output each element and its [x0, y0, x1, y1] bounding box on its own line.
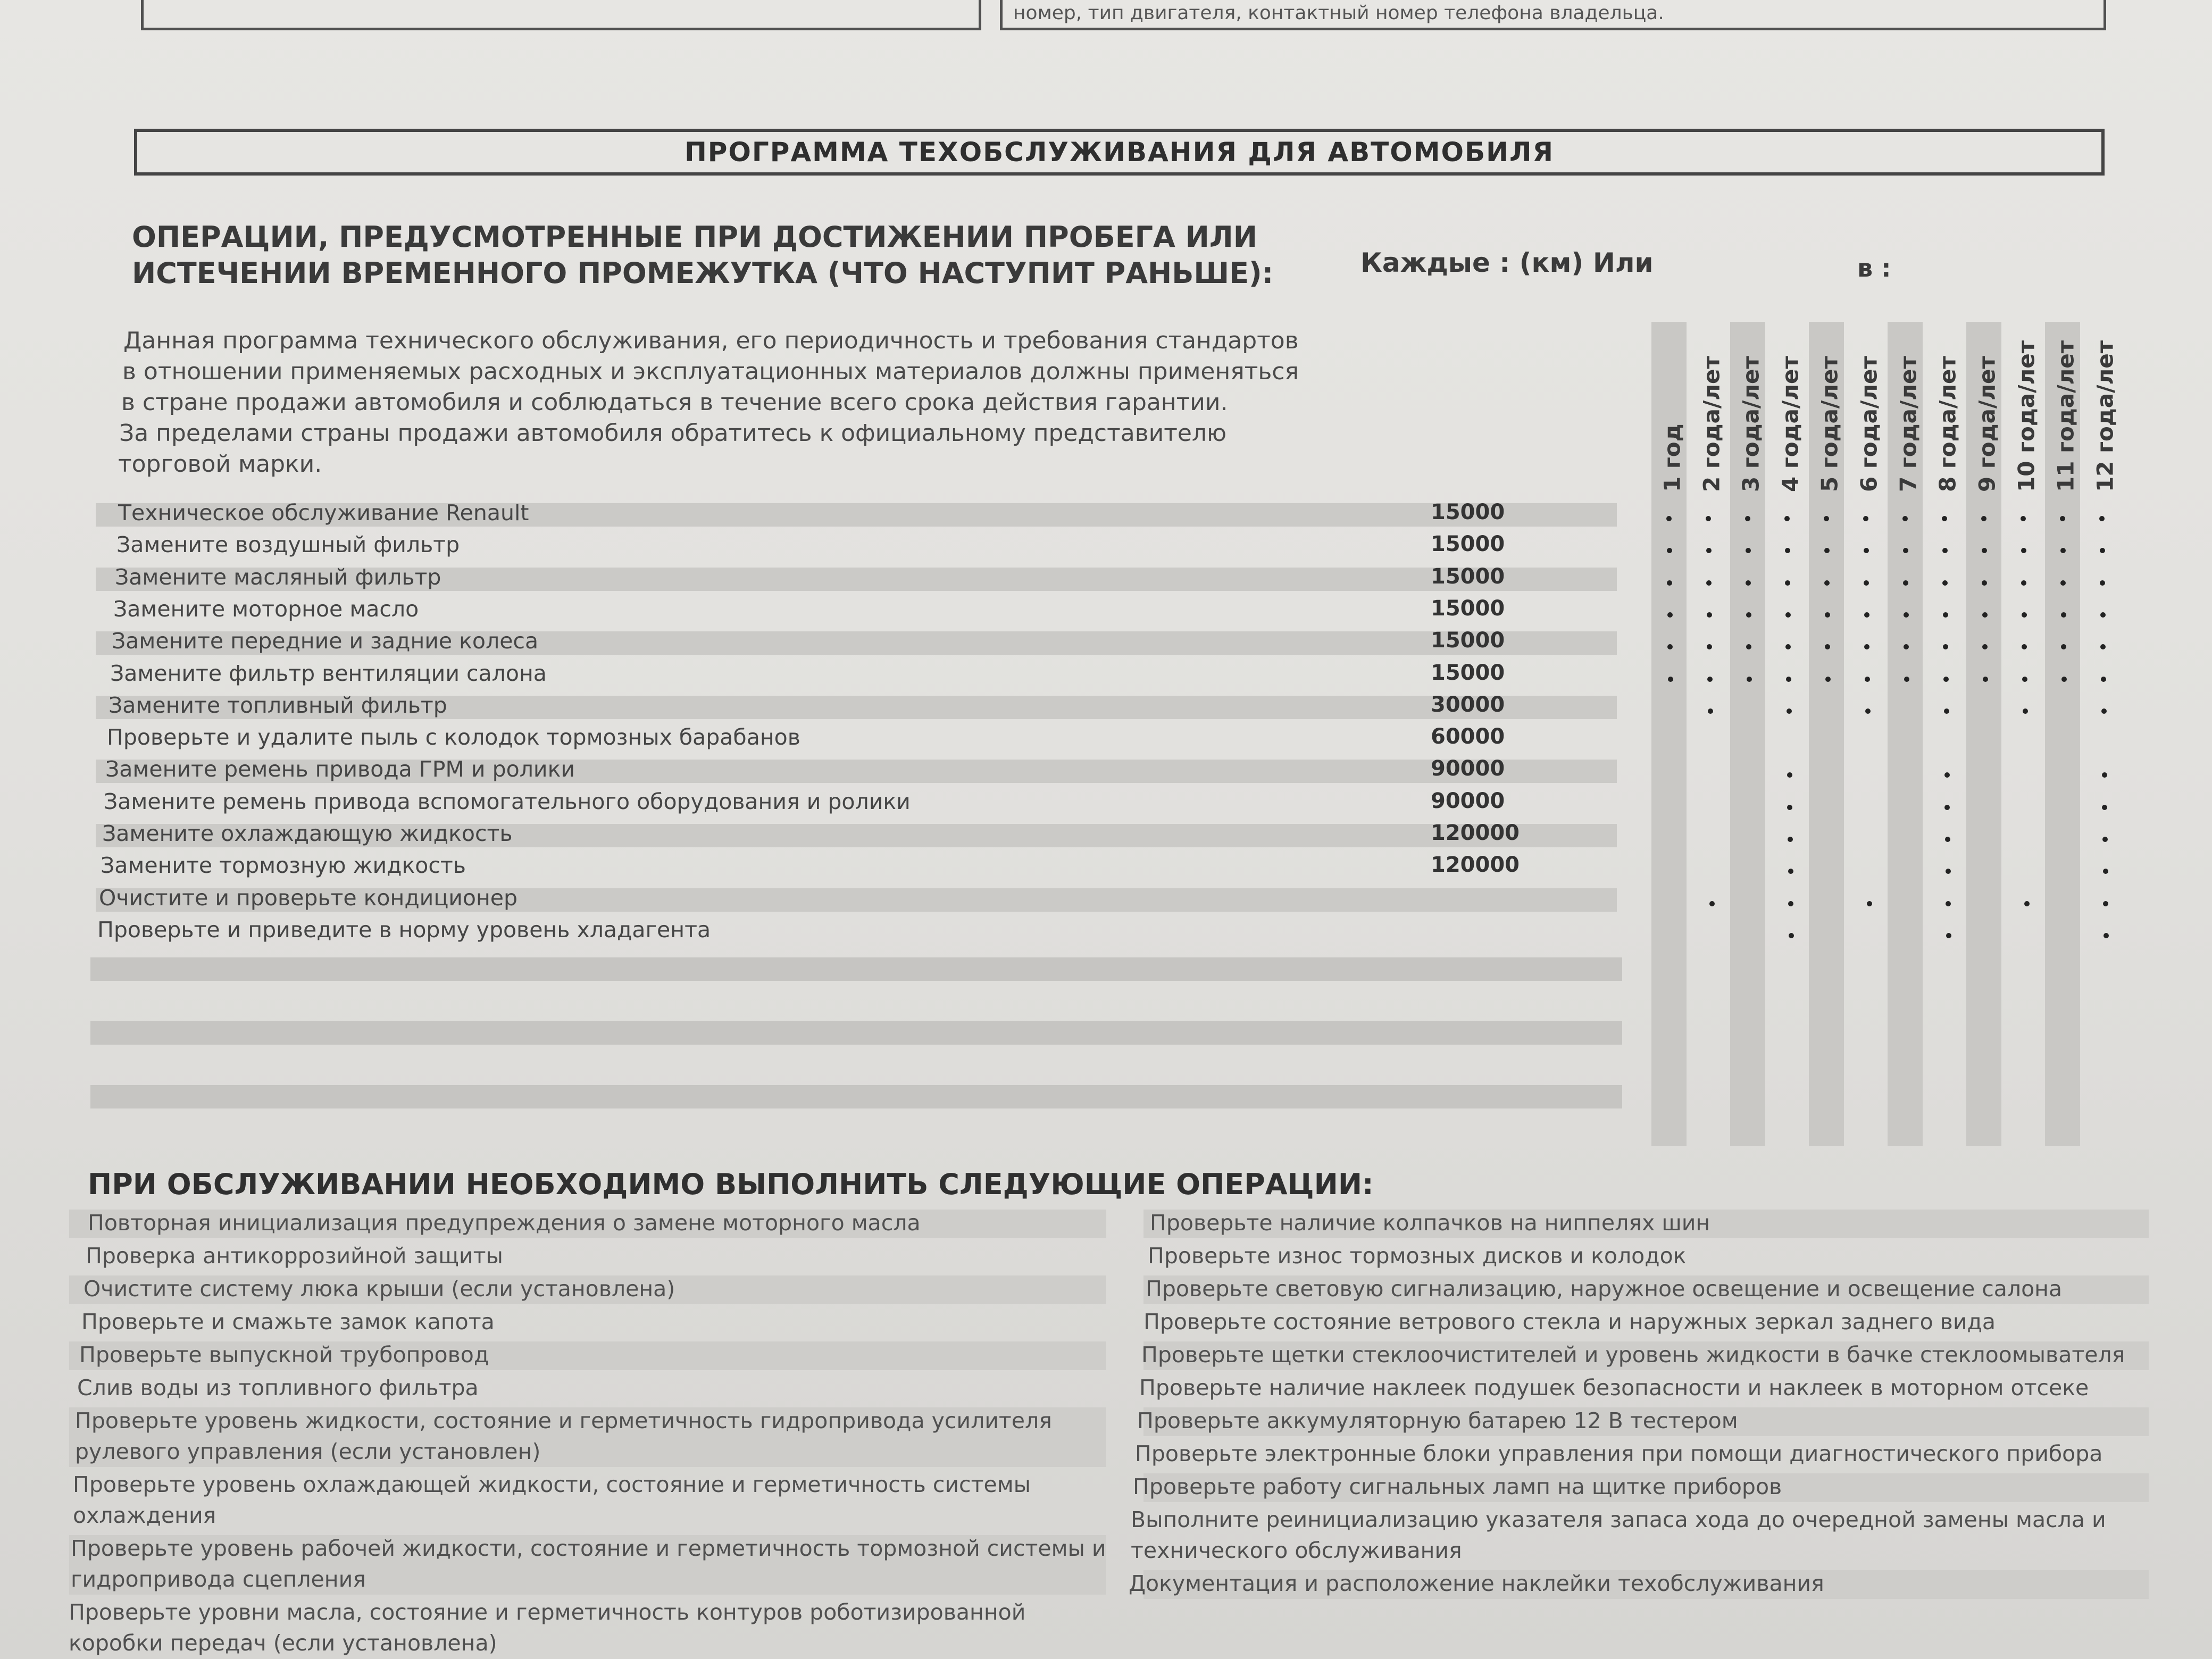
list-item-line: гидропривода сцепления — [71, 1566, 366, 1592]
section1-heading-line2: ИСТЕЧЕНИИ ВРЕМЕННОГО ПРОМЕЖУТКА (ЧТО НАСТУПИТ РАНЬШЕ): — [132, 256, 1274, 290]
empty-row — [90, 957, 1622, 981]
list-item-line: Проверьте уровень охлаждающей жидкости, состояние и герметичность системы — [73, 1472, 1031, 1497]
list-item-line: Проверка антикоррозийной защиты — [86, 1243, 503, 1269]
operation-km: 15000 — [1431, 628, 1505, 653]
period-mark-dot — [1825, 612, 1830, 618]
period-mark-dot — [1666, 516, 1672, 521]
period-label: 10 года/лет — [2013, 340, 2040, 492]
period-mark-dot — [1983, 677, 1988, 682]
period-mark-dot — [2103, 901, 2108, 906]
service-operation-left — [88, 1207, 921, 1238]
service-operation-right — [1129, 1568, 1824, 1599]
period-mark-dot — [1708, 708, 1713, 714]
list-item-line: Проверьте состояние ветрового стекла и наружных зеркал заднего вида — [1143, 1309, 1996, 1335]
period-header — [2048, 332, 2083, 492]
operation-label: Замените масляный фильтр — [115, 564, 441, 590]
period-mark-dot — [1863, 516, 1868, 521]
table-row — [0, 532, 1622, 564]
period-mark-dot — [1867, 901, 1872, 906]
or-label: Или — [1593, 247, 1654, 278]
operation-label: Замените тормозную жидкость — [101, 853, 466, 879]
intro-line: За пределами страны продажи автомобиля обратитесь к официальному представителю — [119, 420, 1227, 447]
list-item-line: Проверьте уровни масла, состояние и герметичность контуров роботизированной — [69, 1599, 1026, 1625]
period-header — [1851, 332, 1887, 492]
operation-km: 60000 — [1431, 724, 1505, 749]
period-mark-dot — [1946, 869, 1951, 874]
period-mark-dot — [1785, 580, 1790, 586]
service-operation-left — [86, 1240, 503, 1271]
service-operation-right — [1133, 1471, 1782, 1502]
period-mark-dot — [1942, 516, 1947, 521]
list-item-line: Проверьте наличие наклеек подушек безопасности и наклеек в моторном отсеке — [1139, 1375, 2089, 1400]
list-item-line: коробки передач (если установлена) — [69, 1630, 497, 1656]
period-mark-dot — [2060, 516, 2065, 521]
operation-km: 15000 — [1431, 660, 1505, 685]
period-mark-dot — [1668, 677, 1673, 682]
period-mark-dot — [1942, 580, 1948, 586]
period-mark-dot — [1945, 837, 1950, 842]
period-mark-dot — [1824, 548, 1830, 553]
list-item-line: Очистите систему люка крыши (если установлена) — [84, 1276, 675, 1302]
period-label: 4 года/лет — [1777, 356, 1804, 492]
period-mark-dot — [1785, 548, 1790, 553]
service-operation-right — [1150, 1207, 1710, 1238]
period-mark-dot — [1706, 516, 1711, 521]
period-mark-dot — [1946, 901, 1951, 906]
period-mark-dot — [1667, 612, 1673, 618]
period-mark-dot — [1944, 708, 1949, 714]
list-item-line: Слив воды из топливного фильтра — [77, 1375, 479, 1400]
period-label: 2 года/лет — [1698, 356, 1725, 492]
period-mark-dot — [1943, 677, 1949, 682]
period-mark-dot — [1946, 933, 1951, 938]
service-operation-right — [1131, 1504, 2106, 1566]
period-mark-dot — [1904, 612, 1909, 618]
period-mark-dot — [2061, 612, 2066, 618]
top-right-text: номер, тип двигателя, контактный номер телефона владельца. — [1013, 2, 1664, 24]
service-operation-right — [1148, 1240, 1686, 1271]
service-operation-left — [79, 1339, 489, 1370]
table-row — [0, 596, 1622, 628]
period-mark-dot — [1707, 677, 1713, 682]
period-header — [1891, 332, 1926, 492]
period-mark-dot — [1788, 837, 1793, 842]
operation-label: Замените ремень привода вспомогательного оборудования и ролики — [104, 788, 911, 814]
period-mark-dot — [2022, 677, 2027, 682]
period-mark-dot — [1943, 612, 1948, 618]
list-item-line: Проверьте электронные блоки управления при помощи диагностического прибора — [1135, 1441, 2103, 1466]
period-mark-dot — [1747, 677, 1752, 682]
list-item-line: Проверьте износ тормозных дисков и колодок — [1148, 1243, 1687, 1269]
period-label: 8 года/лет — [1934, 356, 1961, 492]
operation-label: Проверьте и удалите пыль с колодок тормозных барабанов — [107, 724, 800, 751]
period-mark-dot — [2101, 677, 2106, 682]
table-row — [0, 564, 1622, 596]
period-label: 11 года/лет — [2052, 340, 2079, 492]
period-mark-dot — [1667, 548, 1672, 553]
period-mark-dot — [2060, 548, 2066, 553]
service-operation-right — [1139, 1372, 2089, 1403]
period-mark-dot — [2021, 516, 2026, 521]
period-header — [1969, 332, 2005, 492]
period-mark-dot — [1706, 548, 1712, 553]
operation-km: 30000 — [1431, 692, 1505, 717]
period-mark-dot — [2104, 933, 2109, 938]
period-mark-dot — [2023, 708, 2028, 714]
period-mark-dot — [2021, 580, 2026, 586]
service-operation-left — [69, 1597, 1025, 1658]
table-row — [0, 789, 1622, 821]
list-item-line: рулевого управления (если установлен) — [75, 1439, 541, 1464]
list-item-line: Проверьте уровень рабочей жидкости, состояние и герметичность тормозной системы и — [71, 1536, 1106, 1561]
period-mark-dot — [2099, 516, 2105, 521]
operation-km: 90000 — [1431, 788, 1505, 813]
period-mark-dot — [1903, 548, 1908, 553]
top-right-box — [1000, 0, 2106, 30]
table-row — [0, 821, 1622, 853]
operation-label: Замените воздушный фильтр — [116, 532, 460, 558]
list-item-line: технического обслуживания — [1131, 1538, 1462, 1563]
period-mark-dot — [2103, 869, 2108, 874]
service-operation-right — [1137, 1405, 1738, 1436]
period-mark-dot — [2024, 901, 2030, 906]
service-operation-right — [1135, 1438, 2102, 1469]
period-mark-dot — [1824, 516, 1829, 521]
period-label: 6 года/лет — [1856, 356, 1882, 492]
period-mark-dot — [1864, 612, 1869, 618]
period-mark-dot — [1982, 612, 1988, 618]
period-label: 1 год — [1659, 423, 1685, 492]
operation-km: 90000 — [1431, 756, 1505, 781]
operation-km: 15000 — [1431, 564, 1505, 589]
service-operation-left — [75, 1405, 1052, 1467]
every-km-label: Каждые : (км) — [1360, 247, 1584, 278]
intro-line: в стране продажи автомобиля и соблюдаться в течение всего срока действия гарантии. — [121, 389, 1228, 416]
period-mark-dot — [2101, 708, 2107, 714]
intro-line: Данная программа технического обслуживания, его периодичность и требования стандартов — [123, 327, 1299, 354]
table-row — [0, 724, 1622, 756]
operation-label: Замените передние и задние колеса — [112, 628, 539, 654]
period-mark-dot — [1785, 612, 1791, 618]
period-mark-dot — [1982, 548, 1987, 553]
operation-label: Очистите и проверьте кондиционер — [99, 885, 518, 911]
intro-paragraph — [118, 326, 1299, 480]
period-mark-dot — [2060, 580, 2066, 586]
section2-heading: ПРИ ОБСЛУЖИВАНИИ НЕОБХОДИМО ВЫПОЛНИТЬ СЛЕДУЮЩИЕ ОПЕРАЦИИ: — [88, 1168, 1374, 1201]
in-label: в : — [1857, 254, 1891, 282]
period-mark-dot — [2022, 612, 2027, 618]
period-mark-dot — [1864, 548, 1869, 553]
operation-km: 120000 — [1431, 853, 1520, 878]
service-operation-left — [81, 1306, 495, 1337]
table-row — [0, 885, 1622, 917]
table-row — [0, 853, 1622, 885]
list-item-line: Документация и расположение наклейки техобслуживания — [1129, 1571, 1824, 1596]
period-mark-dot — [2100, 612, 2106, 618]
period-grid — [1651, 322, 2119, 1146]
operation-label: Проверьте и приведите в норму уровень хладагента — [97, 916, 711, 943]
list-item-line: Проверьте выпускной трубопровод — [79, 1342, 489, 1368]
period-header — [1773, 332, 1808, 492]
period-mark-dot — [1709, 901, 1715, 906]
list-item-line: Повторная инициализация предупреждения о замене моторного масла — [88, 1210, 921, 1236]
period-mark-dot — [1942, 548, 1948, 553]
period-mark-dot — [1865, 677, 1870, 682]
operation-label: Замените охлаждающую жидкость — [102, 821, 513, 846]
period-header — [2009, 332, 2044, 492]
operation-label: Замените моторное масло — [113, 596, 419, 622]
top-left-box — [141, 0, 981, 30]
period-header — [1694, 332, 1729, 492]
operation-km: 15000 — [1431, 532, 1505, 557]
period-mark-dot — [1903, 580, 1908, 586]
period-label: 3 года/лет — [1738, 356, 1764, 492]
list-item-line: Проверьте щетки стеклоочистителей и уровень жидкости в бачке стеклоомывателя — [1141, 1342, 2125, 1368]
operation-km: 15000 — [1431, 596, 1505, 621]
period-mark-dot — [1864, 580, 1869, 586]
period-header — [2088, 332, 2123, 492]
section1-heading-line1: ОПЕРАЦИИ, ПРЕДУСМОТРЕННЫЕ ПРИ ДОСТИЖЕНИИ ПРОБЕГА ИЛИ — [132, 220, 1257, 254]
operation-label: Замените ремень привода ГРМ и ролики — [105, 756, 575, 782]
list-item-line: Проверьте и смажьте замок капота — [81, 1309, 495, 1335]
period-mark-dot — [1904, 677, 1909, 682]
period-mark-dot — [1865, 708, 1871, 714]
period-mark-dot — [1788, 901, 1793, 906]
period-mark-dot — [2102, 837, 2108, 842]
period-mark-dot — [1787, 708, 1792, 714]
period-mark-dot — [1707, 612, 1712, 618]
operation-label: Замените топливный фильтр — [108, 692, 447, 718]
service-operation-right — [1146, 1273, 2062, 1304]
operation-km: 15000 — [1431, 500, 1505, 524]
intro-line: в отношении применяемых расходных и эксплуатационных материалов должны применяться — [122, 358, 1299, 385]
period-mark-dot — [1786, 677, 1791, 682]
table-row — [0, 917, 1622, 949]
period-label: 9 года/лет — [1974, 356, 2000, 492]
period-mark-dot — [1825, 677, 1831, 682]
intro-line: торговой марки. — [118, 451, 322, 478]
period-header — [1655, 332, 1690, 492]
period-mark-dot — [1789, 933, 1794, 938]
period-mark-dot — [1745, 516, 1750, 521]
period-header — [1733, 332, 1768, 492]
list-item-line: Проверьте аккумуляторную батарею 12 В тестером — [1137, 1408, 1738, 1433]
service-operation-right — [1143, 1306, 1996, 1337]
period-label: 12 года/лет — [2092, 340, 2118, 492]
table-row — [0, 628, 1622, 660]
service-operation-left — [77, 1372, 479, 1403]
period-header — [1930, 332, 1965, 492]
list-item-line: Проверьте уровень жидкости, состояние и герметичность гидропривода усилителя — [75, 1408, 1052, 1433]
list-item-line: Проверьте световую сигнализацию, наружное освещение и освещение салона — [1146, 1276, 2063, 1302]
period-mark-dot — [1824, 580, 1830, 586]
period-mark-dot — [1788, 869, 1793, 874]
period-mark-dot — [2061, 677, 2067, 682]
service-operation-left — [84, 1273, 675, 1304]
period-header — [1812, 332, 1847, 492]
table-row — [0, 500, 1622, 532]
table-row — [0, 756, 1622, 788]
period-mark-dot — [1746, 612, 1751, 618]
list-item-line: Проверьте работу сигнальных ламп на щитке приборов — [1133, 1474, 1782, 1499]
table-row — [0, 693, 1622, 724]
period-mark-dot — [1706, 580, 1712, 586]
service-operation-left — [73, 1469, 1031, 1531]
list-item-line: Выполните реинициализацию указателя запаса хода до очередной замены масла и — [1131, 1507, 2106, 1532]
period-mark-dot — [1667, 580, 1672, 586]
list-item-line: Проверьте наличие колпачков на ниппелях шин — [1150, 1210, 1710, 1236]
period-mark-dot — [1746, 580, 1751, 586]
operation-label: Замените фильтр вентиляции салона — [110, 660, 547, 686]
period-mark-dot — [1982, 580, 1987, 586]
period-mark-dot — [1902, 516, 1908, 521]
period-mark-dot — [1981, 516, 1986, 521]
period-mark-dot — [2021, 548, 2026, 553]
period-mark-dot — [1746, 548, 1751, 553]
period-mark-dot — [1784, 516, 1790, 521]
page-title: ПРОГРАММА ТЕХОБСЛУЖИВАНИЯ ДЛЯ АВТОМОБИЛЯ — [134, 129, 2105, 176]
table-row — [0, 661, 1622, 693]
service-operation-left — [71, 1533, 1106, 1595]
operation-km: 120000 — [1431, 821, 1520, 845]
empty-row — [90, 1085, 1622, 1108]
period-label: 5 года/лет — [1816, 356, 1843, 492]
period-mark-dot — [2100, 548, 2105, 553]
list-item-line: охлаждения — [73, 1503, 216, 1528]
service-operation-right — [1141, 1339, 2125, 1370]
period-label: 7 года/лет — [1895, 356, 1922, 492]
operation-label: Техническое обслуживание Renault — [118, 500, 529, 526]
empty-row — [90, 1021, 1622, 1045]
period-mark-dot — [2100, 580, 2105, 586]
